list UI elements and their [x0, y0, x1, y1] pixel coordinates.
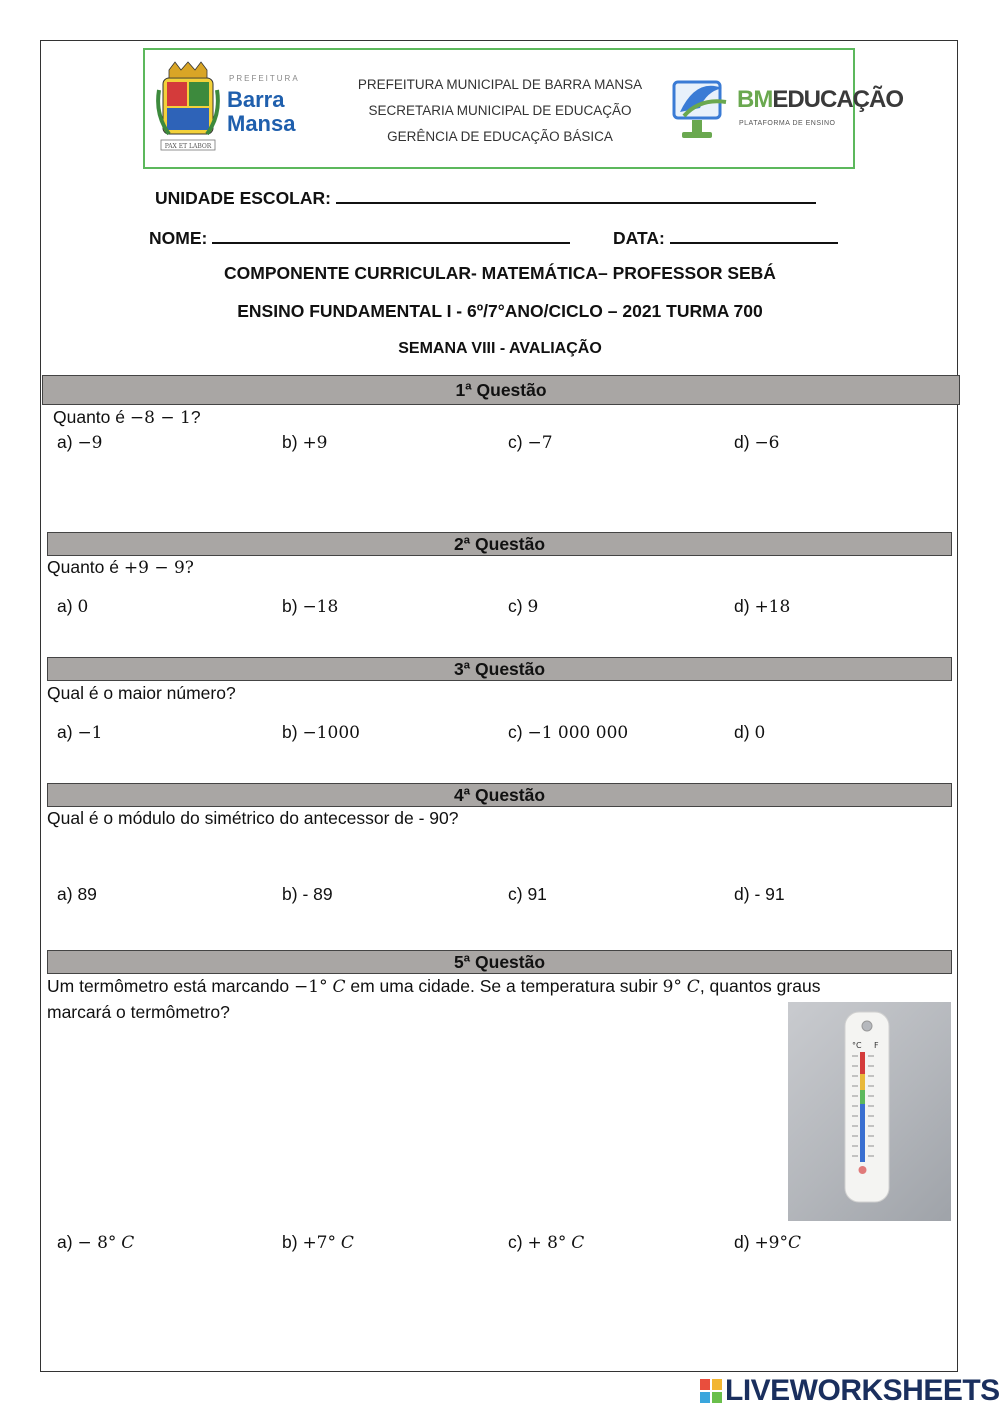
componente-curricular: COMPONENTE CURRICULAR- MATEMÁTICA– PROFESSOR SEBÁ — [224, 263, 776, 283]
question-3-option-b[interactable]: b) −1000 — [282, 722, 360, 743]
nome-field: NOME: — [149, 226, 570, 249]
thermometer-icon — [788, 1002, 951, 1221]
bm-subtitle: PLATAFORMA DE ENSINO — [739, 120, 836, 127]
question-5-prompt-line2: marcará o termômetro? — [47, 1002, 230, 1022]
question-2-option-b[interactable]: b) −18 — [282, 596, 339, 617]
svg-text:°C: °C — [852, 1041, 862, 1050]
city-small-label: PREFEITURA — [229, 74, 300, 83]
question-2-prompt: Quanto é +9 − 9? — [47, 557, 194, 578]
question-2-header: 2ª Questão — [47, 532, 952, 556]
liveworksheets-icon — [700, 1379, 722, 1403]
unidade-escolar-field: UNIDADE ESCOLAR: — [155, 186, 816, 209]
question-4-option-a[interactable]: a) 89 — [57, 884, 97, 904]
question-1-option-a[interactable]: a) −9 — [57, 432, 103, 453]
question-3-option-c[interactable]: c) −1 000 000 — [508, 722, 629, 743]
question-5-prompt: Um termômetro está marcando −1° C em uma cidade. Se a temperatura subir 9° C, quantos graus — [47, 976, 821, 997]
data-blank[interactable] — [670, 226, 838, 244]
question-5-option-c[interactable]: c) + 8° C — [508, 1232, 585, 1253]
question-4-prompt: Qual é o módulo do simétrico do antecessor de - 90? — [47, 808, 459, 828]
question-5-option-a[interactable]: a) − 8° C — [57, 1232, 135, 1253]
question-2-option-d[interactable]: d) +18 — [734, 596, 791, 617]
question-4-option-d[interactable]: d) - 91 — [734, 884, 785, 904]
nome-blank[interactable] — [212, 226, 570, 244]
city-name: Barra Mansa — [227, 87, 296, 136]
question-3-header: 3ª Questão — [47, 657, 952, 681]
question-1-option-b[interactable]: b) +9 — [282, 432, 328, 453]
ensino-line: ENSINO FUNDAMENTAL I - 6º/7°ANO/CICLO – 2021 TURMA 700 — [237, 301, 763, 321]
thermometer-photo — [788, 1002, 951, 1221]
gov-line: SECRETARIA MUNICIPAL DE EDUCAÇÃO — [368, 103, 632, 118]
question-4-header: 4ª Questão — [47, 783, 952, 807]
question-5-option-d[interactable]: d) +9°C — [734, 1232, 802, 1253]
question-1-header: 1ª Questão — [42, 375, 960, 405]
liveworksheets-logo: LIVEWORKSHEETS — [700, 1374, 1000, 1408]
gov-line: GERÊNCIA DE EDUCAÇÃO BÁSICA — [387, 129, 613, 144]
question-4-option-c[interactable]: c) 91 — [508, 884, 547, 904]
question-1-option-c[interactable]: c) −7 — [508, 432, 553, 453]
question-3-prompt: Qual é o maior número? — [47, 683, 236, 703]
question-4-option-b[interactable]: b) - 89 — [282, 884, 333, 904]
data-field: DATA: — [613, 226, 838, 249]
bm-educacao-logo: BMEDUCAÇÃO — [737, 86, 903, 113]
header-banner — [143, 48, 903, 169]
svg-text:F: F — [874, 1041, 879, 1050]
unidade-escolar-blank[interactable] — [336, 186, 816, 204]
question-2-option-c[interactable]: c) 9 — [508, 596, 539, 617]
svg-text:PAX ET LABOR: PAX ET LABOR — [164, 143, 212, 150]
city-crest-icon — [155, 60, 221, 158]
question-3-option-a[interactable]: a) −1 — [57, 722, 103, 743]
question-1-option-d[interactable]: d) −6 — [734, 432, 780, 453]
question-2-option-a[interactable]: a) 0 — [57, 596, 89, 617]
government-lines — [335, 72, 665, 150]
question-5-header: 5ª Questão — [47, 950, 952, 974]
gov-line: PREFEITURA MUNICIPAL DE BARRA MANSA — [357, 77, 643, 92]
question-3-option-d[interactable]: d) 0 — [734, 722, 766, 743]
semana-line: SEMANA VIII - AVALIAÇÃO — [398, 340, 602, 357]
question-1-prompt: Quanto é −8 − 1? — [53, 407, 201, 428]
question-5-option-b[interactable]: b) +7° C — [282, 1232, 354, 1253]
bm-monitor-icon — [670, 68, 730, 150]
